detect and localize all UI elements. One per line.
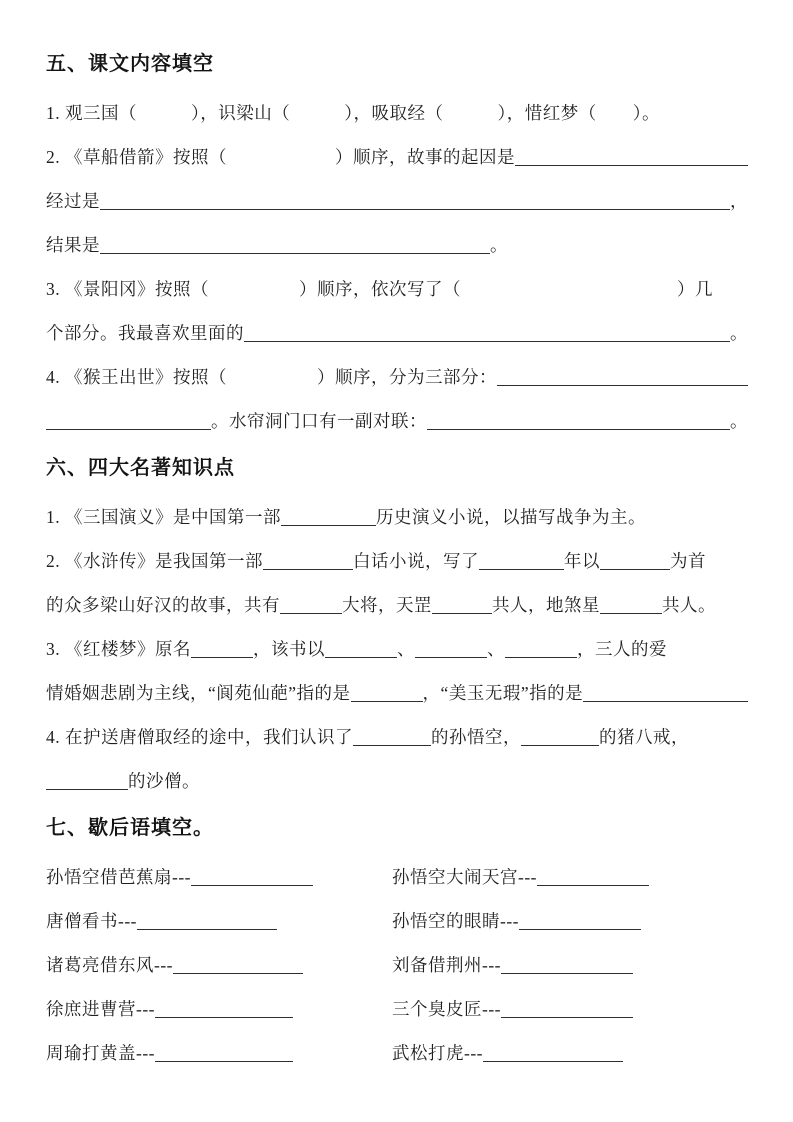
- answer-blank: [280, 601, 342, 614]
- answer-blank: [244, 329, 730, 342]
- worksheet-line: [46, 912, 392, 931]
- worksheet-line: [46, 236, 748, 255]
- section-5-lines: [46, 104, 748, 431]
- worksheet-line: [392, 956, 748, 975]
- line-text: 。: [730, 411, 748, 431]
- section-title-6: 六、四大名著知识点: [46, 457, 235, 479]
- section-6-lines: [46, 508, 748, 791]
- line-text: 孙悟空大闹天宫---: [392, 867, 537, 887]
- worksheet-line: [46, 324, 748, 343]
- worksheet-line: [46, 640, 748, 659]
- line-text: 周瑜打黄盖---: [46, 1043, 155, 1063]
- worksheet-line: [392, 912, 748, 931]
- line-text: 的孙悟空，: [431, 727, 521, 747]
- line-text: 的猪八戒，: [599, 727, 689, 747]
- line-text: ，“美玉无瑕”指的是: [422, 683, 584, 703]
- line-text: 唐僧看书---: [46, 911, 137, 931]
- line-text: 经过是: [46, 191, 100, 211]
- worksheet-line: [46, 412, 748, 431]
- line-text: 孙悟空的眼睛---: [392, 911, 519, 931]
- answer-blank: [100, 241, 490, 254]
- answer-blank: [281, 513, 376, 526]
- line-text: 历史演义小说，以描写战争为主。: [376, 507, 646, 527]
- answer-blank: [583, 689, 748, 702]
- line-text: 1. 观三国（ ），识梁山（ ），吸取经（ ），惜红梦（ ）。: [46, 103, 660, 123]
- answer-blank: [519, 917, 641, 930]
- section-title-5: 五、课文内容填空: [46, 53, 214, 75]
- line-text: ，该书以: [253, 639, 325, 659]
- line-text: 。水帘洞门口有一副对联：: [211, 411, 427, 431]
- worksheet-line: [46, 148, 748, 167]
- worksheet-line: [392, 868, 748, 887]
- answer-blank: [497, 373, 748, 386]
- line-text: 结果是: [46, 235, 100, 255]
- line-text: 诸葛亮借东风---: [46, 955, 173, 975]
- line-text: 的沙僧。: [128, 771, 200, 791]
- line-text: ，三人的爱: [577, 639, 667, 659]
- answer-blank: [501, 1005, 633, 1018]
- answer-blank: [600, 601, 662, 614]
- section-four-classics-knowledge: [46, 456, 748, 791]
- worksheet-line: [46, 684, 748, 703]
- answer-blank: [600, 557, 670, 570]
- worksheet-line: [46, 868, 392, 887]
- answer-blank: [100, 197, 730, 210]
- section-xiehouyu-fill: [46, 816, 748, 1088]
- line-text: 情婚姻悲剧为主线，“阆苑仙葩”指的是: [46, 683, 351, 703]
- line-text: 个部分。我最喜欢里面的: [46, 323, 244, 343]
- line-text: 2. 《水浒传》是我国第一部: [46, 551, 263, 571]
- worksheet-line: [46, 1000, 392, 1019]
- line-text: 、: [397, 639, 415, 659]
- line-text: 徐庶进曹营---: [46, 999, 155, 1019]
- line-text: 1. 《三国演义》是中国第一部: [46, 507, 281, 527]
- answer-blank: [432, 601, 492, 614]
- answer-blank: [515, 153, 748, 166]
- answer-blank: [191, 645, 253, 658]
- answer-blank: [537, 873, 649, 886]
- worksheet-line: [46, 368, 748, 387]
- line-text: 大将，天罡: [342, 595, 432, 615]
- worksheet-line: [392, 1044, 748, 1063]
- answer-blank: [521, 733, 599, 746]
- answer-blank: [155, 1049, 293, 1062]
- answer-blank: [505, 645, 577, 658]
- worksheet-line: [46, 596, 748, 615]
- line-text: 三个臭皮匠---: [392, 999, 501, 1019]
- answer-blank: [191, 873, 313, 886]
- answer-blank: [415, 645, 487, 658]
- answer-blank: [479, 557, 564, 570]
- line-text: 的众多梁山好汉的故事，共有: [46, 595, 280, 615]
- line-text: 为首: [670, 551, 706, 571]
- worksheet-line: [46, 728, 748, 747]
- line-text: 年以: [564, 551, 600, 571]
- answer-blank: [353, 733, 431, 746]
- worksheet-line: [46, 280, 748, 299]
- section-title-7: 七、歇后语填空。: [46, 817, 214, 839]
- worksheet-line: [46, 192, 748, 211]
- answer-blank: [155, 1005, 293, 1018]
- answer-blank: [263, 557, 353, 570]
- answer-blank: [427, 417, 730, 430]
- line-text: 2. 《草船借箭》按照（ ）顺序，故事的起因是: [46, 147, 515, 167]
- worksheet-line: [392, 1000, 748, 1019]
- xiehouyu-left-column: [46, 868, 392, 1088]
- section-text-content-fill: [46, 52, 748, 431]
- line-text: 。: [730, 323, 748, 343]
- line-text: 白话小说，写了: [353, 551, 479, 571]
- line-text: 4. 在护送唐僧取经的途中，我们认识了: [46, 727, 353, 747]
- line-text: 、: [487, 639, 505, 659]
- answer-blank: [325, 645, 397, 658]
- line-text: 3. 《红楼梦》原名: [46, 639, 191, 659]
- worksheet-line: [46, 508, 748, 527]
- worksheet-line: [46, 552, 748, 571]
- line-text: 武松打虎---: [392, 1043, 483, 1063]
- answer-blank: [501, 961, 633, 974]
- worksheet-line: [46, 772, 748, 791]
- line-text: 孙悟空借芭蕉扇---: [46, 867, 191, 887]
- line-text: ，: [730, 191, 748, 211]
- line-text: 4. 《猴王出世》按照（ ）顺序，分为三部分：: [46, 367, 497, 387]
- xiehouyu-right-column: [392, 868, 748, 1088]
- answer-blank: [351, 689, 423, 702]
- answer-blank: [137, 917, 277, 930]
- line-text: 。: [490, 235, 508, 255]
- line-text: 共人，地煞星: [492, 595, 600, 615]
- line-text: 3. 《景阳冈》按照（ ）顺序，依次写了（ ）几: [46, 279, 713, 299]
- worksheet-line: [46, 956, 392, 975]
- answer-blank: [483, 1049, 623, 1062]
- worksheet-line: [46, 1044, 392, 1063]
- answer-blank: [46, 417, 211, 430]
- xiehouyu-columns: [46, 868, 748, 1088]
- answer-blank: [173, 961, 303, 974]
- answer-blank: [46, 777, 128, 790]
- line-text: 刘备借荆州---: [392, 955, 501, 975]
- line-text: 共人。: [662, 595, 716, 615]
- worksheet-line: [46, 104, 748, 123]
